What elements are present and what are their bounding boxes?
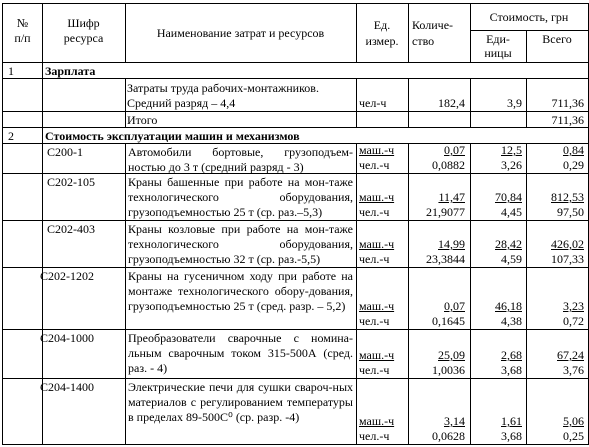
itogo-label: Итого <box>127 113 158 127</box>
qty-labor: 21,9077 <box>426 205 465 219</box>
price-labor: 3,68 <box>501 429 522 443</box>
price-labor: 3,68 <box>501 363 522 377</box>
header-code-1: Шифр <box>67 16 100 30</box>
qty-labor: 0,1645 <box>432 314 465 328</box>
qty-machine: 0,07 <box>444 143 465 157</box>
section-2-title: Стоимость эксплуатации машин и механизмов <box>45 129 300 143</box>
header-unitcost-1: Еди- <box>486 32 510 46</box>
price-labor: 4,59 <box>501 252 522 266</box>
section-1-qty: 182,4 <box>438 96 465 110</box>
price-machine: 2,68 <box>501 348 522 362</box>
total-machine: 812,53 <box>551 190 584 204</box>
total-labor: 3,76 <box>563 363 584 377</box>
unit-machine: маш.-ч <box>359 348 395 362</box>
section-1-data-row <box>3 78 588 112</box>
header-qty-2: ство <box>412 34 435 48</box>
qty-machine: 0,07 <box>444 299 465 313</box>
cost-table <box>2 3 589 445</box>
total-machine: 5,06 <box>563 414 584 428</box>
unit-labor: чел.-ч <box>359 205 390 219</box>
section-1-unit: чел-ч <box>359 96 387 110</box>
qty-labor: 0,0628 <box>432 429 465 443</box>
unit-labor: чел.-ч <box>359 158 390 172</box>
machine-code: С200-1 <box>47 145 83 159</box>
total-machine: 426,02 <box>551 237 584 251</box>
qty-machine: 11,47 <box>438 190 465 204</box>
machine-desc: Краны козловые при работе на мон-таже технологического оборудования, грузоподъемностью 32 т (ср. раз.-5,5) <box>128 222 353 266</box>
machine-row <box>3 220 588 268</box>
machine-code: С204-1000 <box>40 331 94 345</box>
section-1-price: 3,9 <box>507 96 522 110</box>
machine-code: С202-1202 <box>40 269 94 283</box>
price-labor: 3,26 <box>501 158 522 172</box>
section-1-itogo-row <box>3 111 588 128</box>
section-1-total: 711,36 <box>551 96 584 110</box>
section-2-num: 2 <box>8 129 14 143</box>
machine-desc: Электрические печи для сушки свароч-ных материалов с регулированием температуры в пределах 89-500С⁰ (ср. разр. -4) <box>128 380 353 424</box>
machine-desc: Автомобили бортовые, грузоподъем-ностью до 3 т (средний разряд - 3) <box>128 145 353 174</box>
qty-machine: 25,09 <box>438 348 465 362</box>
unit-labor: чел.-ч <box>359 314 390 328</box>
header-name: Наименование затрат и ресурсов <box>156 26 325 40</box>
section-1-title: Зарплата <box>45 64 96 78</box>
machine-row <box>3 329 588 379</box>
unit-machine: маш.-ч <box>359 299 395 313</box>
machine-row <box>3 143 588 174</box>
header-total: Всего <box>542 32 572 46</box>
qty-labor: 0,0882 <box>432 158 465 172</box>
machine-row <box>3 267 588 330</box>
unit-labor: чел.-ч <box>359 363 390 377</box>
unit-machine: маш.-ч <box>359 414 395 428</box>
total-machine: 3,23 <box>563 299 584 313</box>
header-code-2: ресурса <box>63 31 104 45</box>
qty-machine: 3,14 <box>444 414 465 428</box>
unit-labor: чел.-ч <box>359 252 390 266</box>
table-header <box>3 4 588 62</box>
price-machine: 12,5 <box>501 143 522 157</box>
price-machine: 70,84 <box>495 190 522 204</box>
price-labor: 4,38 <box>501 314 522 328</box>
machine-code: С202-105 <box>47 175 95 189</box>
qty-machine: 14,99 <box>438 237 465 251</box>
machine-row <box>3 378 588 445</box>
machine-code: С204-1400 <box>40 380 94 394</box>
total-machine: 0,84 <box>563 143 584 157</box>
total-labor: 107,33 <box>551 252 584 266</box>
price-machine: 28,42 <box>495 237 522 251</box>
header-unitcost-2: ницы <box>484 46 512 60</box>
qty-labor: 23,3844 <box>426 252 465 266</box>
total-labor: 97,50 <box>557 205 584 219</box>
unit-machine: маш.-ч <box>359 237 395 251</box>
total-machine: 67,24 <box>557 348 584 362</box>
total-labor: 0,29 <box>563 158 584 172</box>
header-unit-2: измер. <box>365 34 399 48</box>
unit-labor: чел.-ч <box>359 429 390 443</box>
machine-code: С202-403 <box>47 222 95 236</box>
section-1-num: 1 <box>8 64 14 78</box>
section-1-title-row <box>3 62 588 79</box>
header-cost: Стоимость, грн <box>489 10 569 24</box>
total-labor: 0,25 <box>563 429 584 443</box>
section-1-desc-2: Средний разряд – 4,4 <box>127 96 236 110</box>
price-labor: 4,45 <box>501 205 522 219</box>
section-2-rows <box>3 143 588 444</box>
total-labor: 0,72 <box>563 314 584 328</box>
price-machine: 46,18 <box>495 299 522 313</box>
header-num-2: п/п <box>14 31 31 45</box>
price-machine: 1,61 <box>501 414 522 428</box>
section-1-desc-1: Затраты труда рабочих-монтажников. <box>127 81 319 95</box>
header-unit-1: Ед. <box>373 18 391 32</box>
unit-machine: маш.-ч <box>359 190 395 204</box>
header-num-1: № <box>16 16 29 30</box>
machine-desc: Краны на гусеничном ходу при работе на монтаже технологического обору-дования, грузоподъемностью 25 т (сред. разр. – 5,2) <box>128 269 353 313</box>
section-2-title-row <box>3 127 588 144</box>
qty-labor: 1,0036 <box>432 363 465 377</box>
unit-machine: маш.-ч <box>359 143 395 157</box>
machine-desc: Преобразователи сварочные с номина-льным сварочным током 315-500А (сред. раз. - 4) <box>128 331 353 375</box>
itogo-total: 711,36 <box>551 113 584 127</box>
machine-desc: Краны башенные при работе на мон-таже технологического оборудования, грузоподъемностью 25 т (ср. раз.–5,3) <box>128 175 353 219</box>
machine-row <box>3 173 588 221</box>
header-qty-1: Количе- <box>412 18 454 32</box>
